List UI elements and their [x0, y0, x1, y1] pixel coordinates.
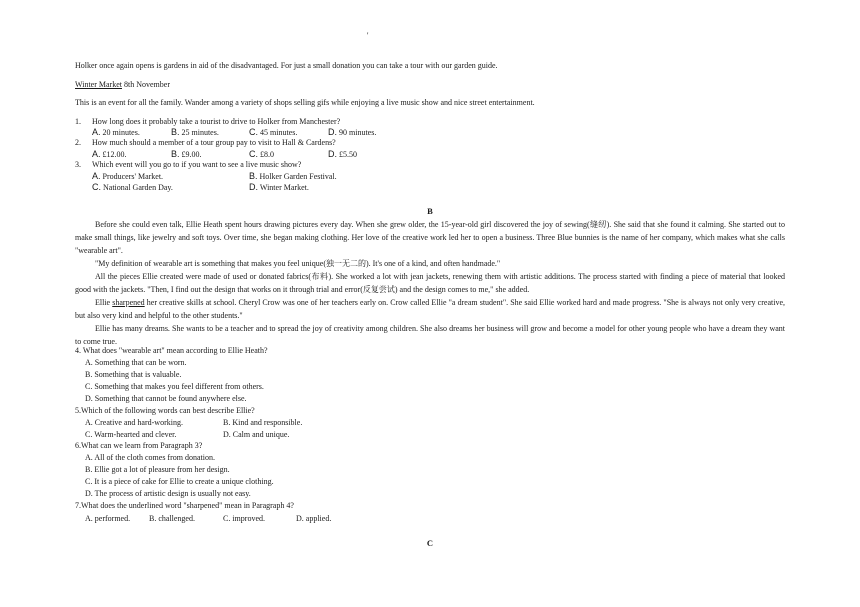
question-7-option-b: B. challenged. — [149, 514, 195, 523]
top-mark: ' — [367, 31, 369, 40]
question-6-option-a: A. All of the cloth comes from donation. — [85, 453, 215, 462]
question-2-number: 2. — [75, 138, 81, 147]
question-1-number: 1. — [75, 117, 81, 126]
question-3-option-a: A. Producers' Market. — [92, 171, 164, 181]
question-5-option-a: A. Creative and hard-working. — [85, 418, 183, 427]
question-3-option-d: D. Winter Market. — [249, 182, 309, 192]
passage-b-paragraph-5: Ellie has many dreams. She wants to be a teacher and to spread the joy of creativity among children. She also dreams her business will grow and become a model for other young people who have a dream they want to come true. — [75, 324, 785, 346]
question-7-text: 7.What does the underlined word "sharpened" mean in Paragraph 4? — [75, 501, 294, 510]
question-2-option-a: A. £12.00. — [92, 149, 127, 159]
question-3-option-b: B. Holker Garden Festival. — [249, 171, 337, 181]
question-6-option-c: C. It is a piece of cake for Ellie to create a unique clothing. — [85, 477, 274, 486]
question-6-option-b: B. Ellie got a lot of pleasure from her design. — [85, 465, 230, 474]
question-7-option-c: C. improved. — [223, 514, 265, 523]
question-4-option-b: B. Something that is valuable. — [85, 370, 182, 379]
question-4-text: 4. What does "wearable art" mean according to Ellie Heath? — [75, 346, 268, 355]
question-5-option-b: B. Kind and responsible. — [223, 418, 303, 427]
passage-b-paragraph-2: "My definition of wearable art is something that makes you feel unique(独一无二的). It's one of a kind, and often handmade." — [95, 259, 501, 268]
question-2-text: How much should a member of a tour group pay to visit to Hall & Cardens? — [92, 138, 336, 147]
winter-market-title: Winter Market — [75, 80, 122, 89]
question-4-option-a: A. Something that can be worn. — [85, 358, 187, 367]
passage-b-paragraph-1: Before she could even talk, Ellie Heath spent hours drawing pictures every day. When she grew older, the 15-year-old girl discovered the joy of sewing(缝纫). She said that she found it calming. She started out to make small things, like jewelry and soft toys. Over time, she began making clothing. Her love of the creative work led her to open a business. Three Blue bunnies is the name of her company, which makes what she calls "wearable art". — [75, 220, 785, 255]
question-1-text: How long does it probably take a tourist to drive to Holker from Manchester? — [92, 117, 341, 126]
question-1-option-c: C. 45 minutes. — [249, 127, 298, 137]
question-1-option-b: B. 25 minutes. — [171, 127, 219, 137]
question-4-option-c: C. Something that makes you feel different from others. — [85, 382, 264, 391]
section-b-heading: B — [427, 206, 433, 216]
question-1-option-a: A. 20 minutes. — [92, 127, 140, 137]
question-5-option-d: D. Calm and unique. — [223, 430, 290, 439]
section-c-heading: C — [426, 538, 434, 548]
question-5-option-c: C. Warm-hearted and clever. — [85, 430, 177, 439]
question-4-option-d: D. Something that cannot be found anywhere else. — [85, 394, 247, 403]
question-3-text: Which event will you go to if you want to see a live music show? — [92, 160, 302, 169]
question-7-option-d: D. applied. — [296, 514, 332, 523]
question-3-number: 3. — [75, 160, 81, 169]
winter-market-line — [75, 80, 170, 90]
underlined-word-sharpened: sharpened — [112, 298, 145, 307]
question-2-option-c: C. £8.0 — [249, 149, 274, 159]
question-5-text: 5.Which of the following words can best describe Ellie? — [75, 406, 255, 415]
question-7-option-a: A. performed. — [85, 514, 131, 523]
passage-b-paragraph-4: Ellie sharpened her creative skills at school. Cheryl Crow was one of her teachers early on. Crow called Ellie "a dream student". She said Ellie worked hard and made progress. "She is always not only very creative, but also very kind and helpful to the other students." — [75, 298, 785, 320]
question-6-text: 6.What can we learn from Paragraph 3? — [75, 441, 203, 450]
question-1-option-d: D. 90 minutes. — [328, 127, 377, 137]
winter-market-desc: This is an event for all the family. Wander among a variety of shops selling gifs while enjoying a live music show and nice street entertainment. — [75, 98, 535, 107]
passage-b-paragraph-3: All the pieces Ellie created were made of used or donated fabrics(布料). She worked a lot with jean jackets, renewing them with artistic additions. The process started with finding a piece of material that looked good with the jackets. "Then, I find out the design that works on it through trial and error(反复尝试) and the design comes to me," she added. — [75, 272, 785, 294]
question-2-option-d: D. £5.50 — [328, 149, 357, 159]
holker-intro: Holker once again opens is gardens in aid of the disadvantaged. For just a small donation you can take a tour with our garden guide. — [75, 61, 498, 70]
question-3-option-c: C. National Garden Day. — [92, 182, 173, 192]
winter-market-date: 8th November — [122, 80, 170, 89]
question-6-option-d: D. The process of artistic design is usually not easy. — [85, 489, 251, 498]
question-2-option-b: B. £9.00. — [171, 149, 202, 159]
